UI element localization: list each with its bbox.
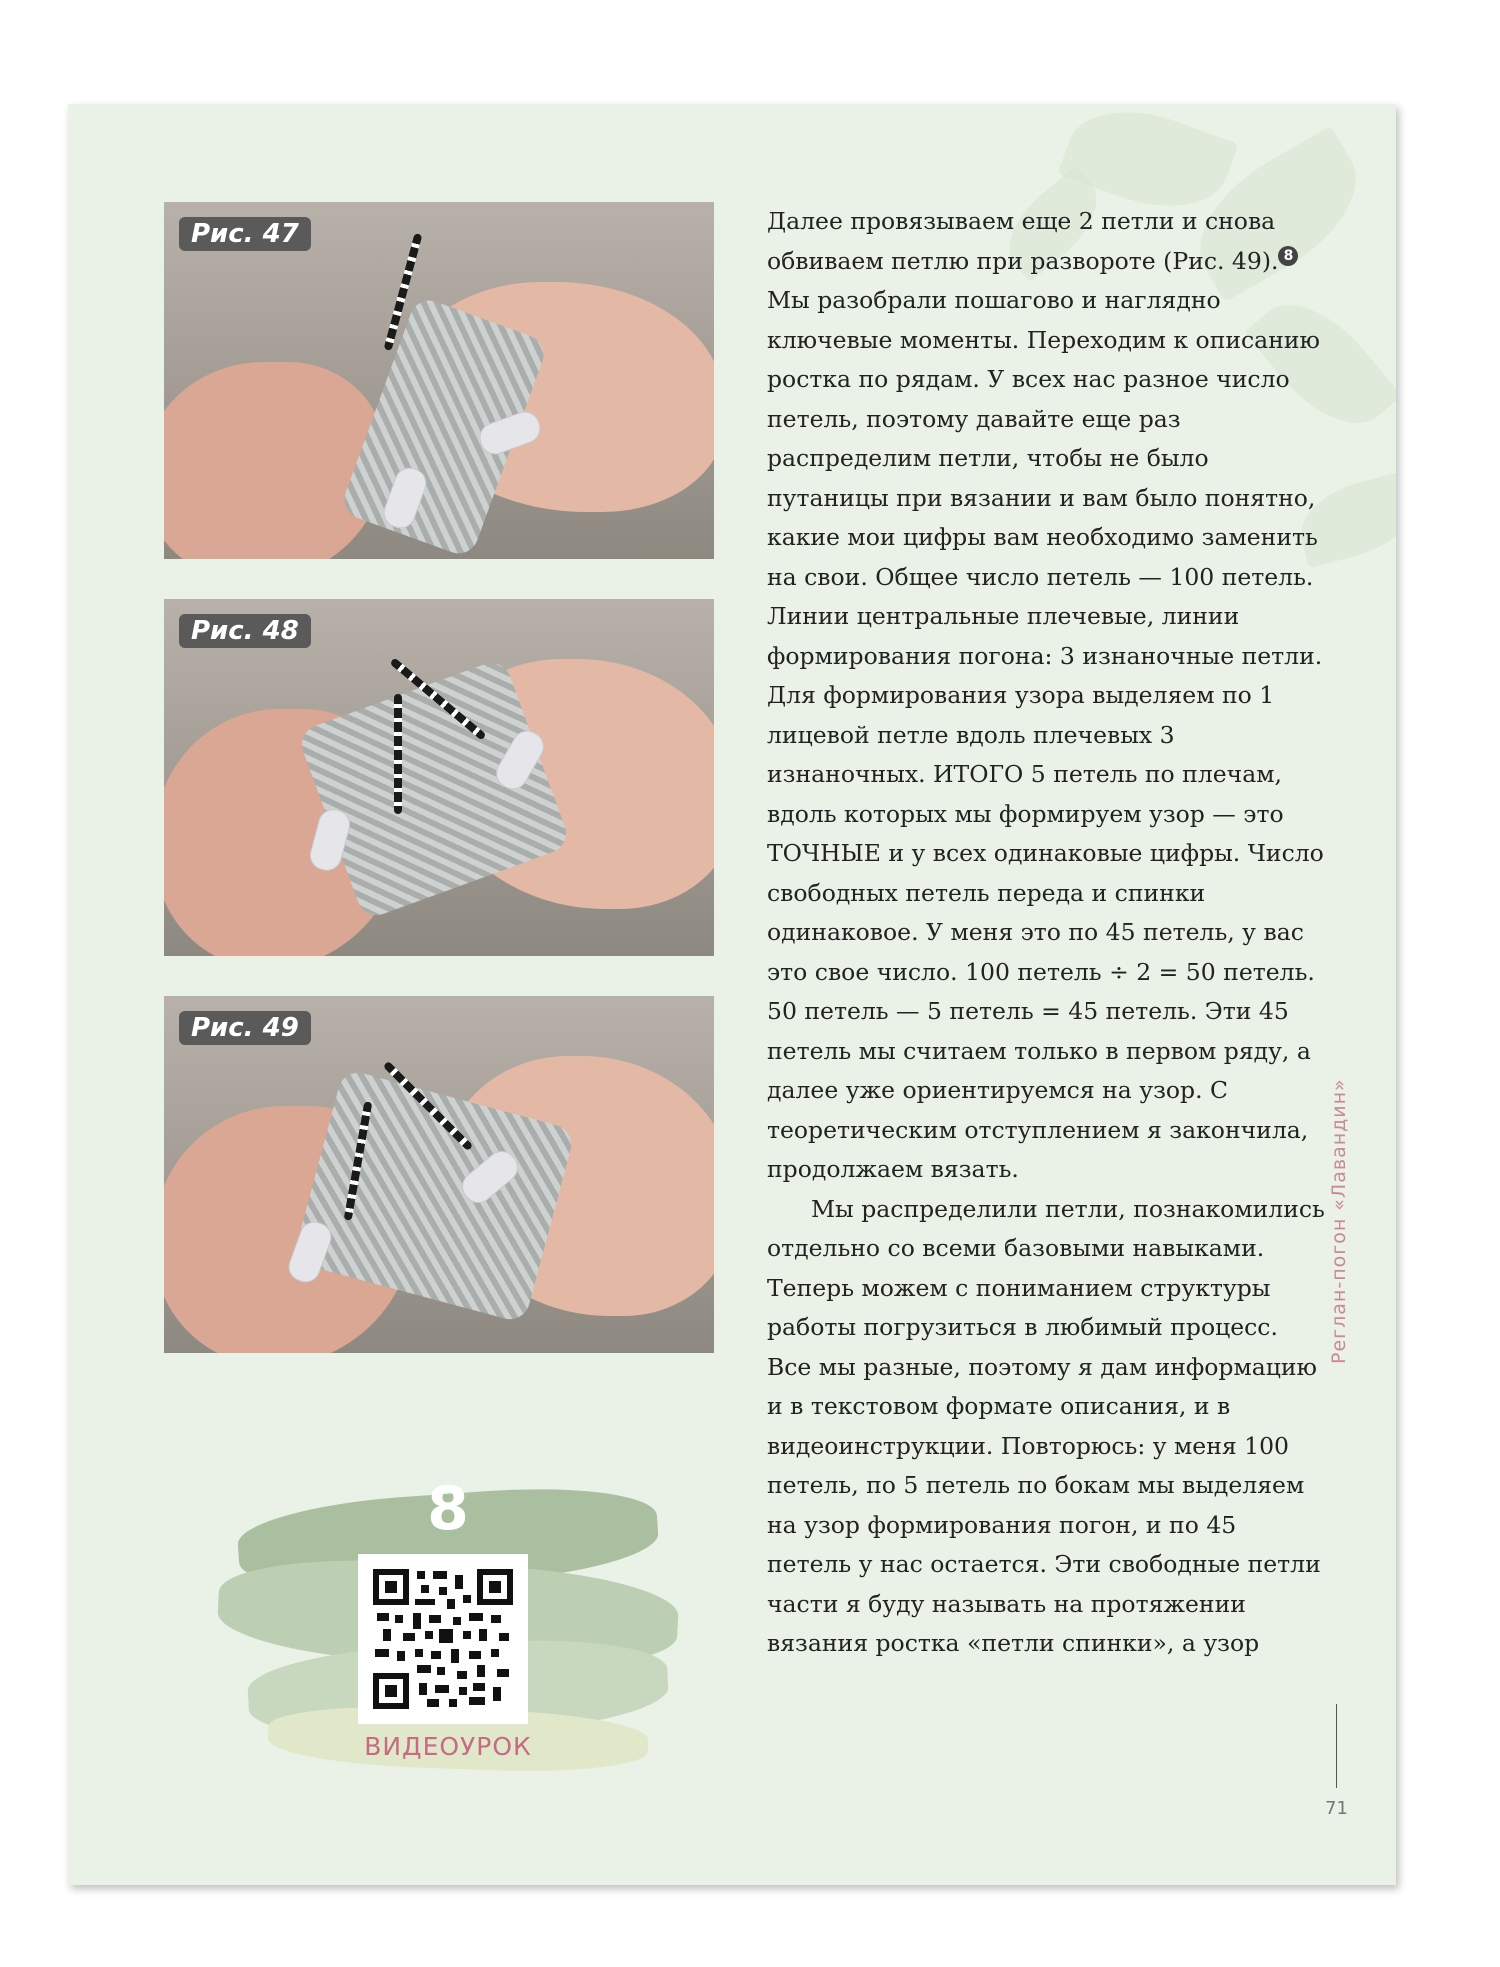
page-number: 71 [1325, 1798, 1348, 1819]
video-number: 8 [427, 1474, 469, 1544]
running-title: Реглан-погон «Лавандин» [1328, 1078, 1350, 1364]
book-page [68, 104, 1396, 1885]
video-lesson-block[interactable] [278, 1474, 618, 1774]
video-reference-badge[interactable]: 8 [1278, 246, 1298, 266]
video-label: ВИДЕОУРОК [364, 1732, 532, 1761]
figure-label: Рис. 49 [179, 1011, 311, 1045]
body-text [767, 202, 1327, 1664]
figure-label: Рис. 48 [179, 614, 311, 648]
paragraph: Мы разобрали пошагово и наглядно ключевые моменты. Переходим к описанию ростка по рядам. У всех нас разное число петель, поэтому давайте еще раз распределим петли, чтобы не было путаницы при вязании и вам было понятно, какие мои цифры вам необходимо заменить на свои. Общее число петель — 100 петель. Линии центральные плечевые, линии формирования погона: 3 изнаночные петли. Для формирования узора выделяем по 1 лицевой петле вдоль плечевых 3 изнаночных. ИТОГО 5 петель по плечам, вдоль которых мы формируем узор — это ТОЧНЫЕ и у всех одинаковые цифры. Число свободных петель переда и спинки одинаковое. У меня это по 45 петель, у вас это свое число. 100 петель ÷ 2 = 50 петель. 50 петель — 5 петель = 45 петель. Эти 45 петель мы считаем только в первом ряду, а далее уже ориентируемся на узор. С теоретическим отступлением я закончила, продолжаем вязать. [767, 286, 1324, 1183]
figure-photo-48 [164, 599, 714, 956]
divider [1336, 1704, 1337, 1788]
figure-photo-47 [164, 202, 714, 559]
qr-code-icon[interactable] [358, 1554, 528, 1724]
figure-photo-49 [164, 996, 714, 1353]
figure-label: Рис. 47 [179, 217, 311, 251]
paragraph: Мы распределили петли, познакомились отдельно со всеми базовыми навыками. Теперь можем с пониманием структуры работы погрузиться в любимый процесс. Все мы разные, поэтому я дам информацию и в текстовом формате описания, и в видеоинструкции. Повторюсь: у меня 100 петель, по 5 петель по бокам мы выделяем на узор формирования погон, и по 45 петель у нас остается. Эти свободные петли части я буду называть на протяжении вязания ростка «петли спинки», а узор [767, 1194, 1325, 1657]
paragraph: Далее провязываем еще 2 петли и снова обвиваем петлю при развороте (Рис. 49). 8 [767, 202, 1327, 281]
